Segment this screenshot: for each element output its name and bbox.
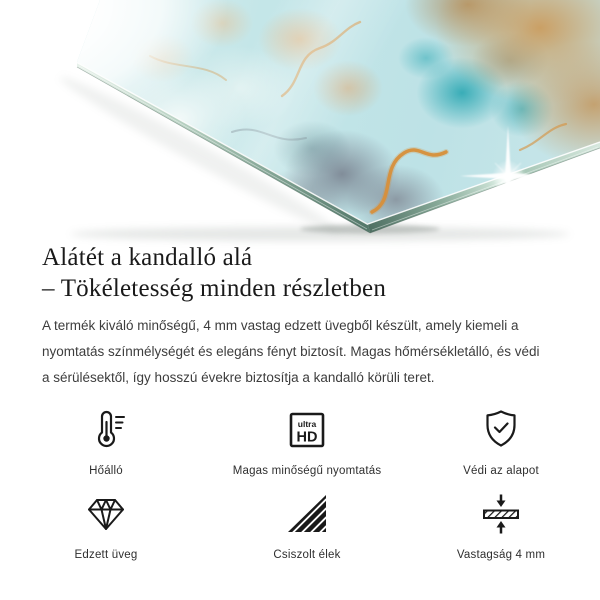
feature-high-quality-print — [212, 407, 402, 477]
feature-protects-base — [402, 407, 600, 477]
page-title — [42, 242, 558, 304]
glass-panel-surface — [0, 0, 600, 232]
svg-text:ultra: ultra — [297, 419, 317, 429]
feature-label: Vastagság 4 mm — [456, 549, 546, 561]
feature-label: Magas minőségű nyomtatás — [232, 465, 382, 477]
feature-thickness — [402, 491, 600, 561]
diamond-icon — [83, 491, 129, 537]
photo-fade — [0, 0, 600, 232]
feature-label: Hőálló — [89, 465, 123, 477]
thickness-icon — [478, 491, 524, 537]
feature-tempered-glass — [0, 491, 212, 561]
thermometer-icon — [83, 407, 129, 453]
page-title-line1: Alátét a kandalló alá — [42, 244, 253, 271]
shield-check-icon — [478, 407, 524, 453]
svg-text:HD: HD — [296, 429, 318, 446]
feature-heat-resistant — [0, 407, 212, 477]
feature-polished-edges — [212, 491, 402, 561]
feature-label: Csiszolt élek — [273, 549, 341, 561]
feature-label: Védi az alapot — [463, 465, 539, 477]
product-info-section — [0, 242, 600, 561]
product-photo — [0, 0, 600, 232]
panel-shadow — [70, 227, 570, 241]
features-grid — [0, 407, 600, 561]
page-title-line2: – Tökéletesség minden részletben — [42, 275, 387, 302]
product-description: A termék kiváló minőségű, 4 mm vastag edzett üvegből készült, amely kiemeli a nyomtatás színmélységét és elegáns fényt biztosít. Magas hőmérsékletálló, és védi a sérülésektől, így hosszú évekre biztosítja a kandalló körüli teret. — [42, 318, 540, 385]
feature-label: Edzett üveg — [74, 549, 138, 561]
ultra-hd-icon — [284, 407, 330, 453]
polished-edges-icon — [284, 491, 330, 537]
